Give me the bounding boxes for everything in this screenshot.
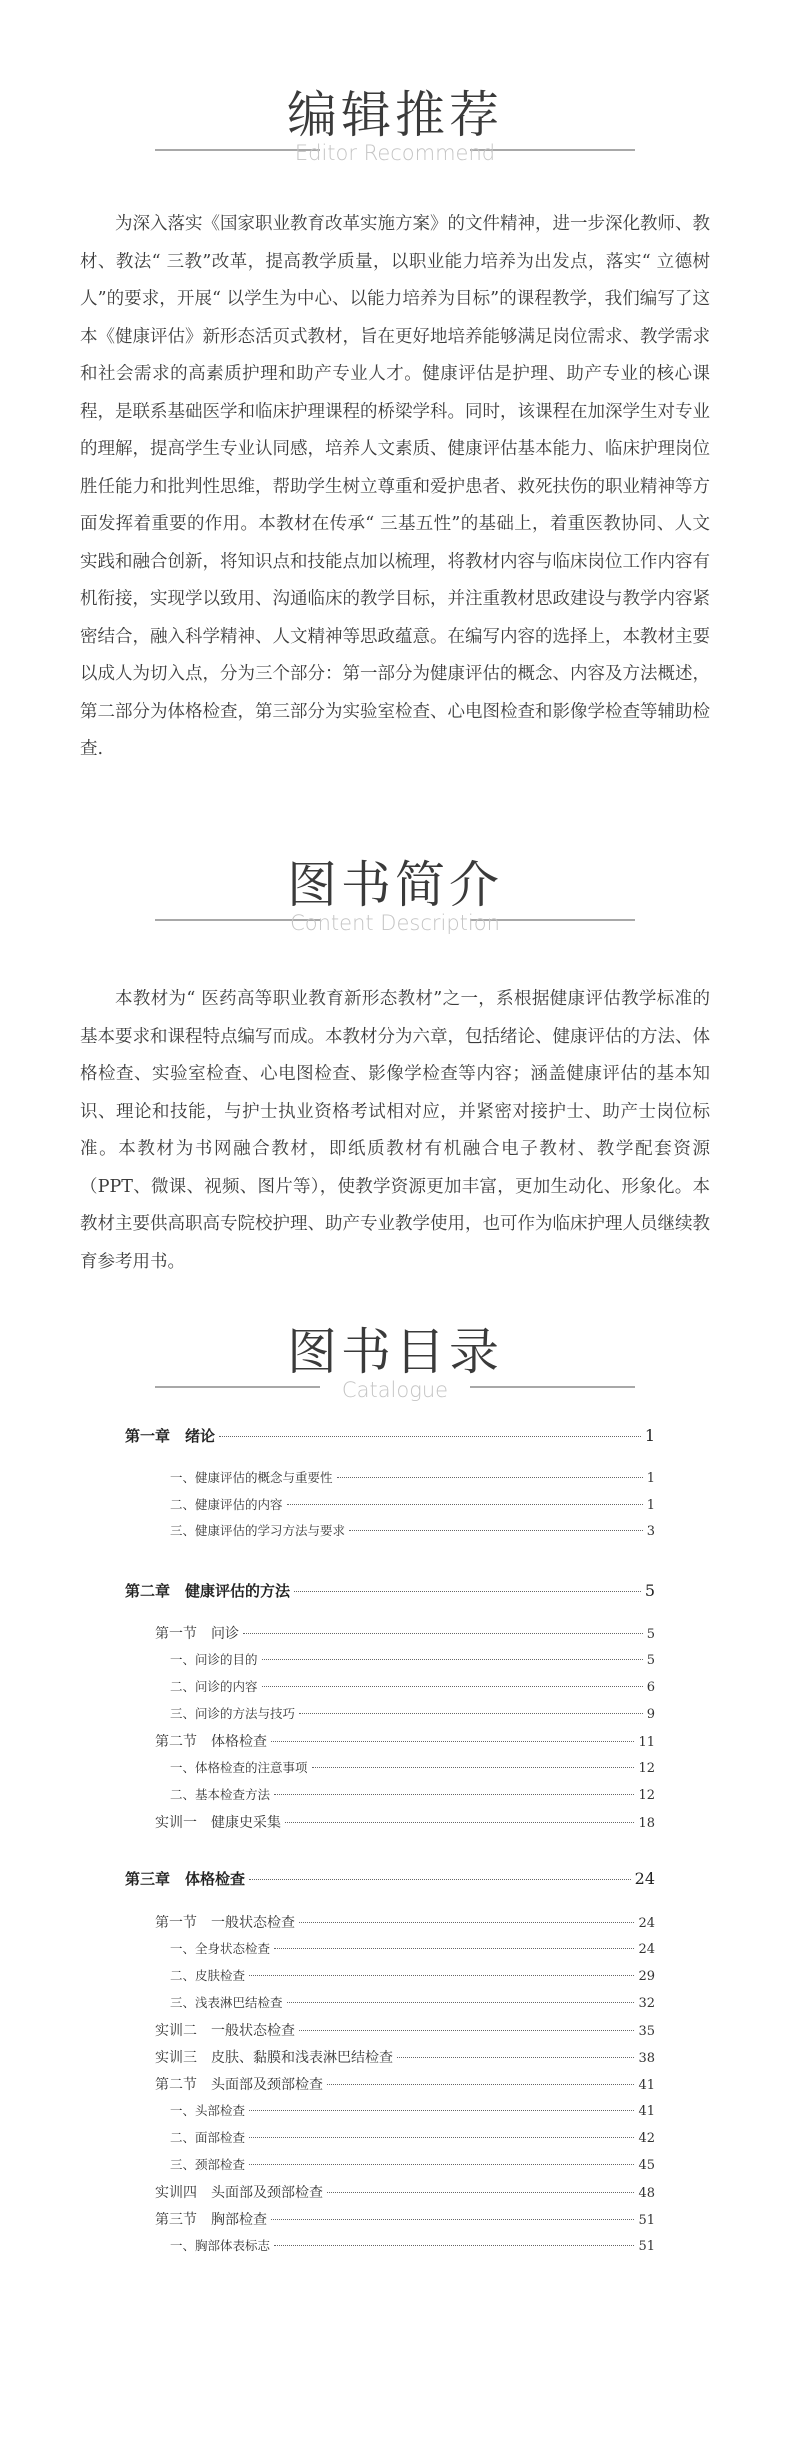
toc-page-number: 32 [638, 1996, 655, 2011]
toc-page-number: 51 [638, 2213, 655, 2228]
toc-leader-dots [249, 2137, 634, 2138]
toc-page-number: 5 [644, 1581, 655, 1600]
toc-entry-title: 一、头部检查 [170, 2103, 246, 2118]
toc-leader-dots [299, 1713, 643, 1714]
toc-entry-title: 三、健康评估的学习方法与要求 [170, 1523, 346, 1538]
toc-page-number: 6 [646, 1680, 655, 1695]
toc-page-number: 9 [646, 1707, 655, 1722]
toc-leader-dots [337, 1477, 643, 1478]
toc-section-row [125, 2047, 655, 2067]
toc-page-number: 51 [638, 2239, 655, 2254]
toc-section-row [125, 2182, 655, 2202]
toc-leader-dots [397, 2057, 634, 2058]
toc-entry-title: 一、健康评估的概念与重要性 [170, 1470, 333, 1485]
toc-entry-title: 第二节 体格检查 [155, 1734, 267, 1750]
toc-section-row [125, 1812, 655, 1832]
description-title-zh: 图书简介 [287, 856, 503, 914]
toc-page-number: 1 [644, 1426, 655, 1445]
toc-leader-dots [262, 1686, 643, 1687]
toc-leader-dots [327, 2084, 634, 2085]
toc-entry-title: 一、体格检查的注意事项 [170, 1760, 308, 1775]
description-title-en: Content Description [290, 911, 500, 935]
toc-page-number: 24 [638, 1942, 655, 1957]
toc-chapter-row [125, 1580, 655, 1601]
toc-item-row [125, 1939, 655, 1957]
toc-page-number: 42 [638, 2131, 655, 2146]
toc-page-number: 1 [646, 1471, 655, 1486]
toc-item-row [125, 1704, 655, 1722]
toc-leader-dots [299, 1922, 634, 1923]
toc-page-number: 38 [638, 2051, 655, 2066]
toc-section-row [125, 2020, 655, 2040]
toc-item-row [125, 1650, 655, 1668]
content-description-text: 本教材为“ 医药高等职业教育新形态教材”之一，系根据健康评估教学标准的基本要求和课程特点编写而成。本教材分为六章，包括绪论、健康评估的方法、体格检查、实验室检查、心电图检查、影像学检查等内容；涵盖健康评估的基本知识、理论和技能，与护士执业资格考试相对应，并紧密对接护士、助产士岗位标准。本教材为书网融合教材，即纸质教材有机融合电子教材、教学配套资源（PPT、微课、视频、图片等），使教学资源更加丰富，更加生动化、形象化。本教材主要供高职高专院校护理、助产专业教学使用，也可作为临床护理人员继续教育参考用书。 [80, 989, 710, 1272]
toc-entry-title: 一、全身状态检查 [170, 1941, 271, 1956]
toc-entry-title: 第一节 问诊 [155, 1626, 239, 1642]
toc-page-number: 41 [638, 2078, 655, 2093]
toc-leader-dots [249, 1975, 634, 1976]
toc-leader-dots [274, 1948, 634, 1949]
toc-page-number: 24 [634, 1869, 655, 1888]
catalogue-heading [0, 1312, 790, 1422]
toc-page-number: 5 [646, 1627, 655, 1642]
toc-page-number: 3 [646, 1524, 655, 1539]
toc-section-row [125, 1912, 655, 1932]
toc-entry-title: 第三章 体格检查 [125, 1870, 246, 1888]
toc-leader-dots [262, 1659, 643, 1660]
toc-section-row [125, 1731, 655, 1751]
toc-page-number: 45 [638, 2158, 655, 2173]
toc-page-number: 41 [638, 2104, 655, 2119]
toc-entry-title: 实训三 皮肤、黏膜和浅表淋巴结检查 [155, 2050, 393, 2066]
toc-section-row [125, 1623, 655, 1643]
toc-entry-title: 第二章 健康评估的方法 [125, 1582, 291, 1600]
toc-page-number: 24 [638, 1916, 655, 1931]
toc-page-number: 35 [638, 2024, 655, 2039]
toc-entry-title: 三、问诊的方法与技巧 [170, 1706, 296, 1721]
catalogue-title-zh: 图书目录 [287, 1323, 503, 1381]
editor-recommend-text: 为深入落实《国家职业教育改革实施方案》的文件精神，进一步深化教师、教材、教法“ 三教”改革，提高教学质量，以职业能力培养为出发点，落实“ 立德树人”的要求，开展“ 以学生为中心、以能力培养为目标”的课程教学，我们编写了这本《健康评估》新形态活页式教材，旨在更好地培养能够满足岗位需求、教学需求和社会需求的高素质护理和助产专业人才。健康评估是护理、助产专业的核心课程，是联系基础医学和临床护理课程的桥梁学科。同时，该课程在加深学生对专业的理解，提高学生专业认同感，培养人文素质、健康评估基本能力、临床护理岗位胜任能力和批判性思维，帮助学生树立尊重和爱护患者、救死扶伤的职业精神等方面发挥着重要的作用。本教材在传承“ 三基五性”的基础上，着重医教协同、人文实践和融合创新，将知识点和技能点加以梳理，将教材内容与临床岗位工作内容有机衔接，实现学以致用、沟通临床的教学目标，并注重教材思政建设与教学内容紧密结合，融入科学精神、人文精神等思政蕴意。在编写内容的选择上，本教材主要以成人为切入点，分为三个部分：第一部分为健康评估的概念、内容及方法概述，第二部分为体格检查，第三部分为实验室检查、心电图检查和影像学检查等辅助检查. [80, 214, 710, 759]
catalogue-title-en: Catalogue [341, 1378, 449, 1402]
toc-leader-dots [271, 2219, 634, 2220]
toc-section-row [125, 2074, 655, 2094]
toc-leader-dots [249, 2164, 634, 2165]
toc-section-row [125, 2209, 655, 2229]
toc-leader-dots [287, 1504, 643, 1505]
content-description-heading [0, 845, 790, 955]
editor-title-en: Editor Recommend [294, 141, 496, 165]
toc-leader-dots [294, 1591, 641, 1592]
toc-leader-dots [349, 1530, 643, 1531]
toc-leader-dots [243, 1633, 643, 1634]
toc-item-row [125, 1468, 655, 1486]
toc-item-row [125, 1966, 655, 1984]
toc-leader-dots [249, 2110, 634, 2111]
toc-entry-title: 三、浅表淋巴结检查 [170, 1995, 283, 2010]
toc-leader-dots [219, 1436, 641, 1437]
toc-entry-title: 二、基本检查方法 [170, 1787, 271, 1802]
toc-entry-title: 第三节 胸部检查 [155, 2212, 267, 2228]
toc-entry-title: 一、胸部体表标志 [170, 2238, 271, 2253]
toc-entry-title: 实训四 头面部及颈部检查 [155, 2185, 323, 2201]
toc-chapter-row [125, 1868, 655, 1889]
toc-item-row [125, 1677, 655, 1695]
toc-page-number: 18 [638, 1816, 655, 1831]
toc-entry-title: 二、健康评估的内容 [170, 1497, 283, 1512]
toc-item-row [125, 1495, 655, 1513]
toc-leader-dots [249, 1879, 631, 1880]
toc-leader-dots [327, 2192, 634, 2193]
toc-page-number: 12 [638, 1788, 655, 1803]
toc-entry-title: 第一章 绪论 [125, 1427, 216, 1445]
editor-recommend-heading [0, 75, 790, 185]
toc-item-row [125, 2236, 655, 2254]
toc-item-row [125, 1521, 655, 1539]
toc-entry-title: 一、问诊的目的 [170, 1652, 258, 1667]
toc-page-number: 5 [646, 1653, 655, 1668]
toc-leader-dots [312, 1767, 635, 1768]
toc-leader-dots [287, 2002, 635, 2003]
toc-item-row [125, 1785, 655, 1803]
editor-title-zh: 编辑推荐 [287, 86, 503, 144]
toc-item-row [125, 1993, 655, 2011]
toc-item-row [125, 2101, 655, 2119]
toc-page-number: 11 [638, 1735, 655, 1750]
toc-page-number: 29 [638, 1969, 655, 1984]
toc-leader-dots [271, 1741, 634, 1742]
toc-entry-title: 实训一 健康史采集 [155, 1815, 281, 1831]
toc-item-row [125, 2155, 655, 2173]
toc-page-number: 12 [638, 1761, 655, 1776]
toc-entry-title: 三、颈部检查 [170, 2157, 246, 2172]
toc-page-number: 48 [638, 2186, 655, 2201]
toc-leader-dots [274, 2245, 634, 2246]
toc-item-row [125, 2128, 655, 2146]
toc-entry-title: 实训二 一般状态检查 [155, 2023, 295, 2039]
toc-chapter-row [125, 1425, 655, 1446]
toc-leader-dots [299, 2030, 634, 2031]
toc-leader-dots [285, 1822, 634, 1823]
toc-page-number: 1 [646, 1498, 655, 1513]
toc-entry-title: 二、皮肤检查 [170, 1968, 246, 1983]
toc-entry-title: 二、面部检查 [170, 2130, 246, 2145]
toc-entry-title: 二、问诊的内容 [170, 1679, 258, 1694]
toc-item-row [125, 1758, 655, 1776]
toc-entry-title: 第二节 头面部及颈部检查 [155, 2077, 323, 2093]
toc-leader-dots [274, 1794, 634, 1795]
toc-entry-title: 第一节 一般状态检查 [155, 1915, 295, 1931]
